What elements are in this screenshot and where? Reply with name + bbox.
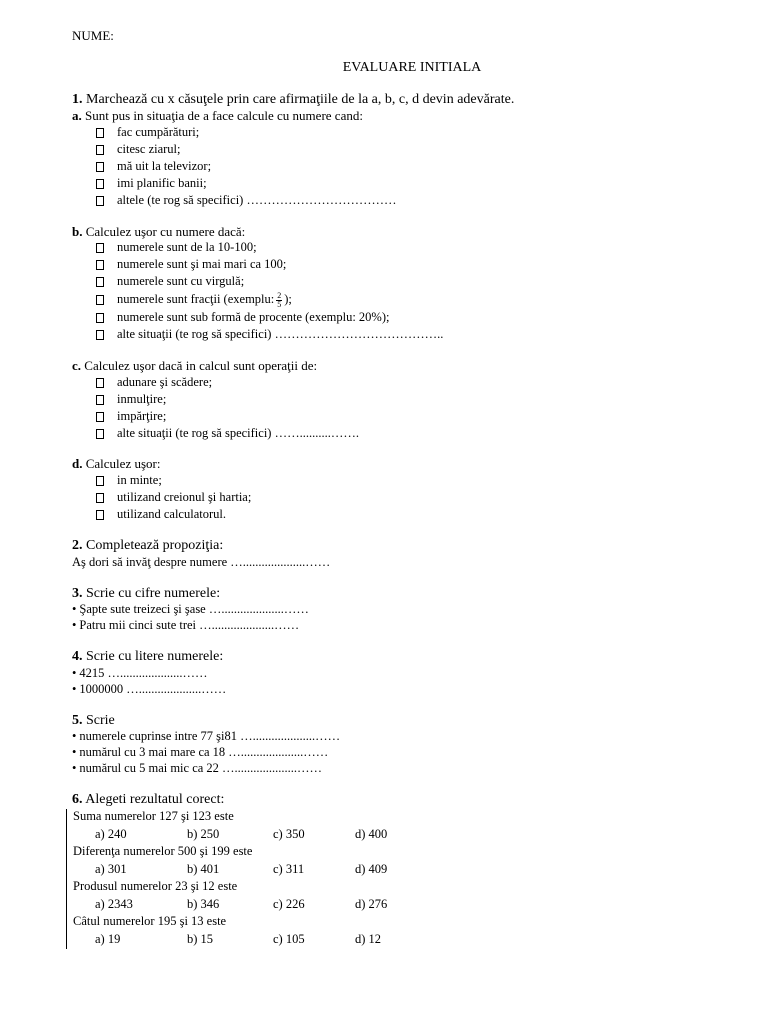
- option-label: in minte;: [117, 472, 162, 487]
- section-c-text: Calculez uşor dacă in calcul sunt operaţii de:: [81, 357, 318, 373]
- multiple-choice-block: [66, 809, 712, 949]
- bullet: •: [72, 729, 77, 744]
- question-2-text: Completează propoziţia:: [82, 538, 224, 554]
- bullet: •: [72, 745, 77, 760]
- answer-text: numărul cu 3 mai mare ca 18 …....................……: [79, 745, 329, 760]
- section-d-text: Calculez uşor:: [82, 456, 161, 471]
- checkbox[interactable]: [96, 429, 104, 439]
- choice-question: Suma numerelor 127 şi 123 este: [73, 809, 234, 824]
- answer-text: numărul cu 5 mai mic ca 22 …....................……: [79, 761, 323, 776]
- choice-c[interactable]: c) 105: [273, 931, 305, 946]
- answer-line[interactable]: Aş dori să invăţ despre numere …....................……: [72, 554, 331, 569]
- list-item: [72, 125, 712, 142]
- question-6-number: 6.: [72, 792, 83, 808]
- option-label: inmulţire;: [117, 391, 167, 406]
- answer-line[interactable]: [72, 618, 712, 634]
- list-item: [72, 425, 712, 442]
- section-a-text: Sunt pus in situaţia de a face calcule cu numere cand:: [81, 108, 363, 124]
- section-d-options: [72, 472, 712, 523]
- question-6: [72, 791, 712, 809]
- option-label: imi planific banii;: [117, 176, 207, 191]
- option-label: citesc ziarul;: [117, 142, 181, 157]
- choice-c[interactable]: c) 311: [273, 861, 305, 876]
- section-a-options: [72, 125, 712, 210]
- fraction-denominator: 5: [277, 299, 282, 309]
- list-item: [72, 327, 712, 344]
- option-label: altele (te rog să specifici) ………………………………: [117, 193, 397, 208]
- choice-b[interactable]: b) 346: [187, 896, 220, 911]
- question-5: [72, 712, 712, 730]
- checkbox[interactable]: [96, 493, 104, 503]
- bullet: •: [72, 602, 77, 617]
- choice-a[interactable]: a) 2343: [95, 896, 133, 911]
- question-5-number: 5.: [72, 712, 83, 728]
- list-item: [72, 489, 712, 506]
- checkbox[interactable]: [96, 476, 104, 486]
- answer-line[interactable]: [72, 682, 712, 698]
- question-2-number: 2.: [72, 538, 83, 554]
- section-d-heading: [72, 456, 712, 472]
- choice-d[interactable]: d) 409: [355, 861, 388, 876]
- section-d-label: d.: [72, 456, 83, 471]
- choice-row: [73, 826, 712, 844]
- answer-line[interactable]: [72, 666, 712, 682]
- list-item: [72, 374, 712, 391]
- checkbox[interactable]: [96, 313, 104, 323]
- checkbox[interactable]: [96, 128, 104, 138]
- list-item: [72, 142, 712, 159]
- option-label: numerele sunt fracţii (exemplu:: [117, 292, 275, 307]
- worksheet: [72, 28, 712, 949]
- answer-text: Patru mii cinci sute trei …....................……: [79, 618, 300, 633]
- list-item: [72, 274, 712, 291]
- list-item: [72, 159, 712, 176]
- list-item: [72, 310, 712, 327]
- checkbox[interactable]: [96, 295, 104, 305]
- choice-b[interactable]: b) 250: [187, 826, 220, 841]
- question-3: [72, 585, 712, 603]
- bullet: •: [72, 681, 77, 696]
- choice-question: Produsul numerelor 23 şi 12 este: [73, 879, 238, 894]
- option-label-end: );: [284, 292, 292, 307]
- answer-text: 4215 …....................……: [79, 665, 208, 680]
- question-6-text: Alegeti rezultatul corect:: [82, 792, 225, 808]
- option-label: utilizand creionul şi hartia;: [117, 489, 252, 504]
- checkbox[interactable]: [96, 277, 104, 287]
- option-label: numerele sunt de la 10-100;: [117, 240, 257, 255]
- option-label: mă uit la televizor;: [117, 159, 212, 174]
- choice-row: [73, 931, 712, 949]
- choice-a[interactable]: a) 240: [95, 826, 127, 841]
- choice-b[interactable]: b) 401: [187, 861, 220, 876]
- option-label: impărţire;: [117, 408, 167, 423]
- checkbox[interactable]: [96, 145, 104, 155]
- question-1-number: 1.: [72, 91, 83, 107]
- name-label: NUME:: [72, 28, 114, 43]
- option-label: utilizand calculatorul.: [117, 506, 226, 521]
- question-1-text: Marchează cu x căsuţele prin care afirmaţiile de la a, b, c, d devin adevărate.: [82, 91, 515, 107]
- section-b-options: [72, 240, 712, 344]
- fraction-numerator: 2: [277, 290, 282, 300]
- list-item: [72, 291, 712, 310]
- choice-d[interactable]: d) 12: [355, 931, 382, 946]
- question-4: [72, 648, 712, 666]
- answer-line[interactable]: [72, 729, 712, 745]
- choice-question: Câtul numerelor 195 şi 13 este: [73, 914, 227, 929]
- list-item: [72, 408, 712, 425]
- checkbox[interactable]: [96, 395, 104, 405]
- checkbox[interactable]: [96, 330, 104, 340]
- option-label: numerele sunt sub formă de procente (exemplu: 20%);: [117, 310, 390, 325]
- question-1: [72, 91, 712, 109]
- section-a-label: a.: [72, 108, 82, 124]
- question-2: [72, 537, 712, 555]
- option-label: alte situaţii (te rog să specifici) …………………………………..: [117, 327, 444, 342]
- bullet: •: [72, 761, 77, 776]
- choice-a[interactable]: a) 301: [95, 861, 127, 876]
- option-label: fac cumpărături;: [117, 125, 200, 140]
- choice-d[interactable]: d) 400: [355, 826, 388, 841]
- answer-line[interactable]: [72, 745, 712, 761]
- choice-c[interactable]: c) 226: [273, 896, 305, 911]
- bullet: •: [72, 665, 77, 680]
- choice-row: [73, 896, 712, 914]
- list-item: [72, 193, 712, 210]
- choice-b[interactable]: b) 15: [187, 931, 214, 946]
- checkbox[interactable]: [96, 179, 104, 189]
- section-b-text: Calculez uşor cu numere dacă:: [82, 223, 246, 239]
- page-title: EVALUARE INITIALA: [342, 60, 482, 76]
- checkbox[interactable]: [96, 162, 104, 172]
- choice-d[interactable]: d) 276: [355, 896, 388, 911]
- question-4-number: 4.: [72, 649, 83, 665]
- section-c-options: [72, 374, 712, 442]
- option-label: adunare şi scădere;: [117, 374, 213, 389]
- question-4-text: Scrie cu litere numerele:: [82, 649, 224, 665]
- choice-row: [73, 861, 712, 879]
- bullet: •: [72, 618, 77, 633]
- answer-line[interactable]: [72, 602, 712, 618]
- section-a-heading: [72, 108, 712, 124]
- answer-line[interactable]: [72, 761, 712, 777]
- list-item: [72, 176, 712, 193]
- list-item: [72, 472, 712, 489]
- question-3-number: 3.: [72, 585, 83, 601]
- option-label: numerele sunt şi mai mari ca 100;: [117, 257, 287, 272]
- answer-text: numerele cuprinse intre 77 şi81 …....................……: [79, 729, 341, 744]
- option-label: numerele sunt cu virgulă;: [117, 274, 245, 289]
- list-item: [72, 257, 712, 274]
- section-b-label: b.: [72, 223, 83, 239]
- fraction: [276, 292, 282, 309]
- section-c-heading: [72, 358, 712, 374]
- checkbox[interactable]: [96, 378, 104, 388]
- list-item: [72, 240, 712, 257]
- choice-question: Diferenţa numerelor 500 şi 199 este: [73, 844, 253, 859]
- option-label: alte situaţii (te rog să specifici) ……..........…….: [117, 425, 359, 440]
- question-5-text: Scrie: [82, 712, 115, 728]
- checkbox[interactable]: [96, 260, 104, 270]
- choice-c[interactable]: c) 350: [273, 826, 305, 841]
- checkbox[interactable]: [96, 243, 104, 253]
- list-item: [72, 391, 712, 408]
- checkbox[interactable]: [96, 412, 104, 422]
- answer-text: 1000000 …....................……: [79, 681, 227, 696]
- question-3-text: Scrie cu cifre numerele:: [82, 585, 221, 601]
- list-item: [72, 506, 712, 523]
- section-b-heading: [72, 224, 712, 240]
- section-c-label: c.: [72, 357, 82, 373]
- answer-text: Şapte sute treizeci şi şase …....................……: [79, 602, 309, 617]
- checkbox[interactable]: [96, 510, 104, 520]
- checkbox[interactable]: [96, 196, 104, 206]
- choice-a[interactable]: a) 19: [95, 931, 121, 946]
